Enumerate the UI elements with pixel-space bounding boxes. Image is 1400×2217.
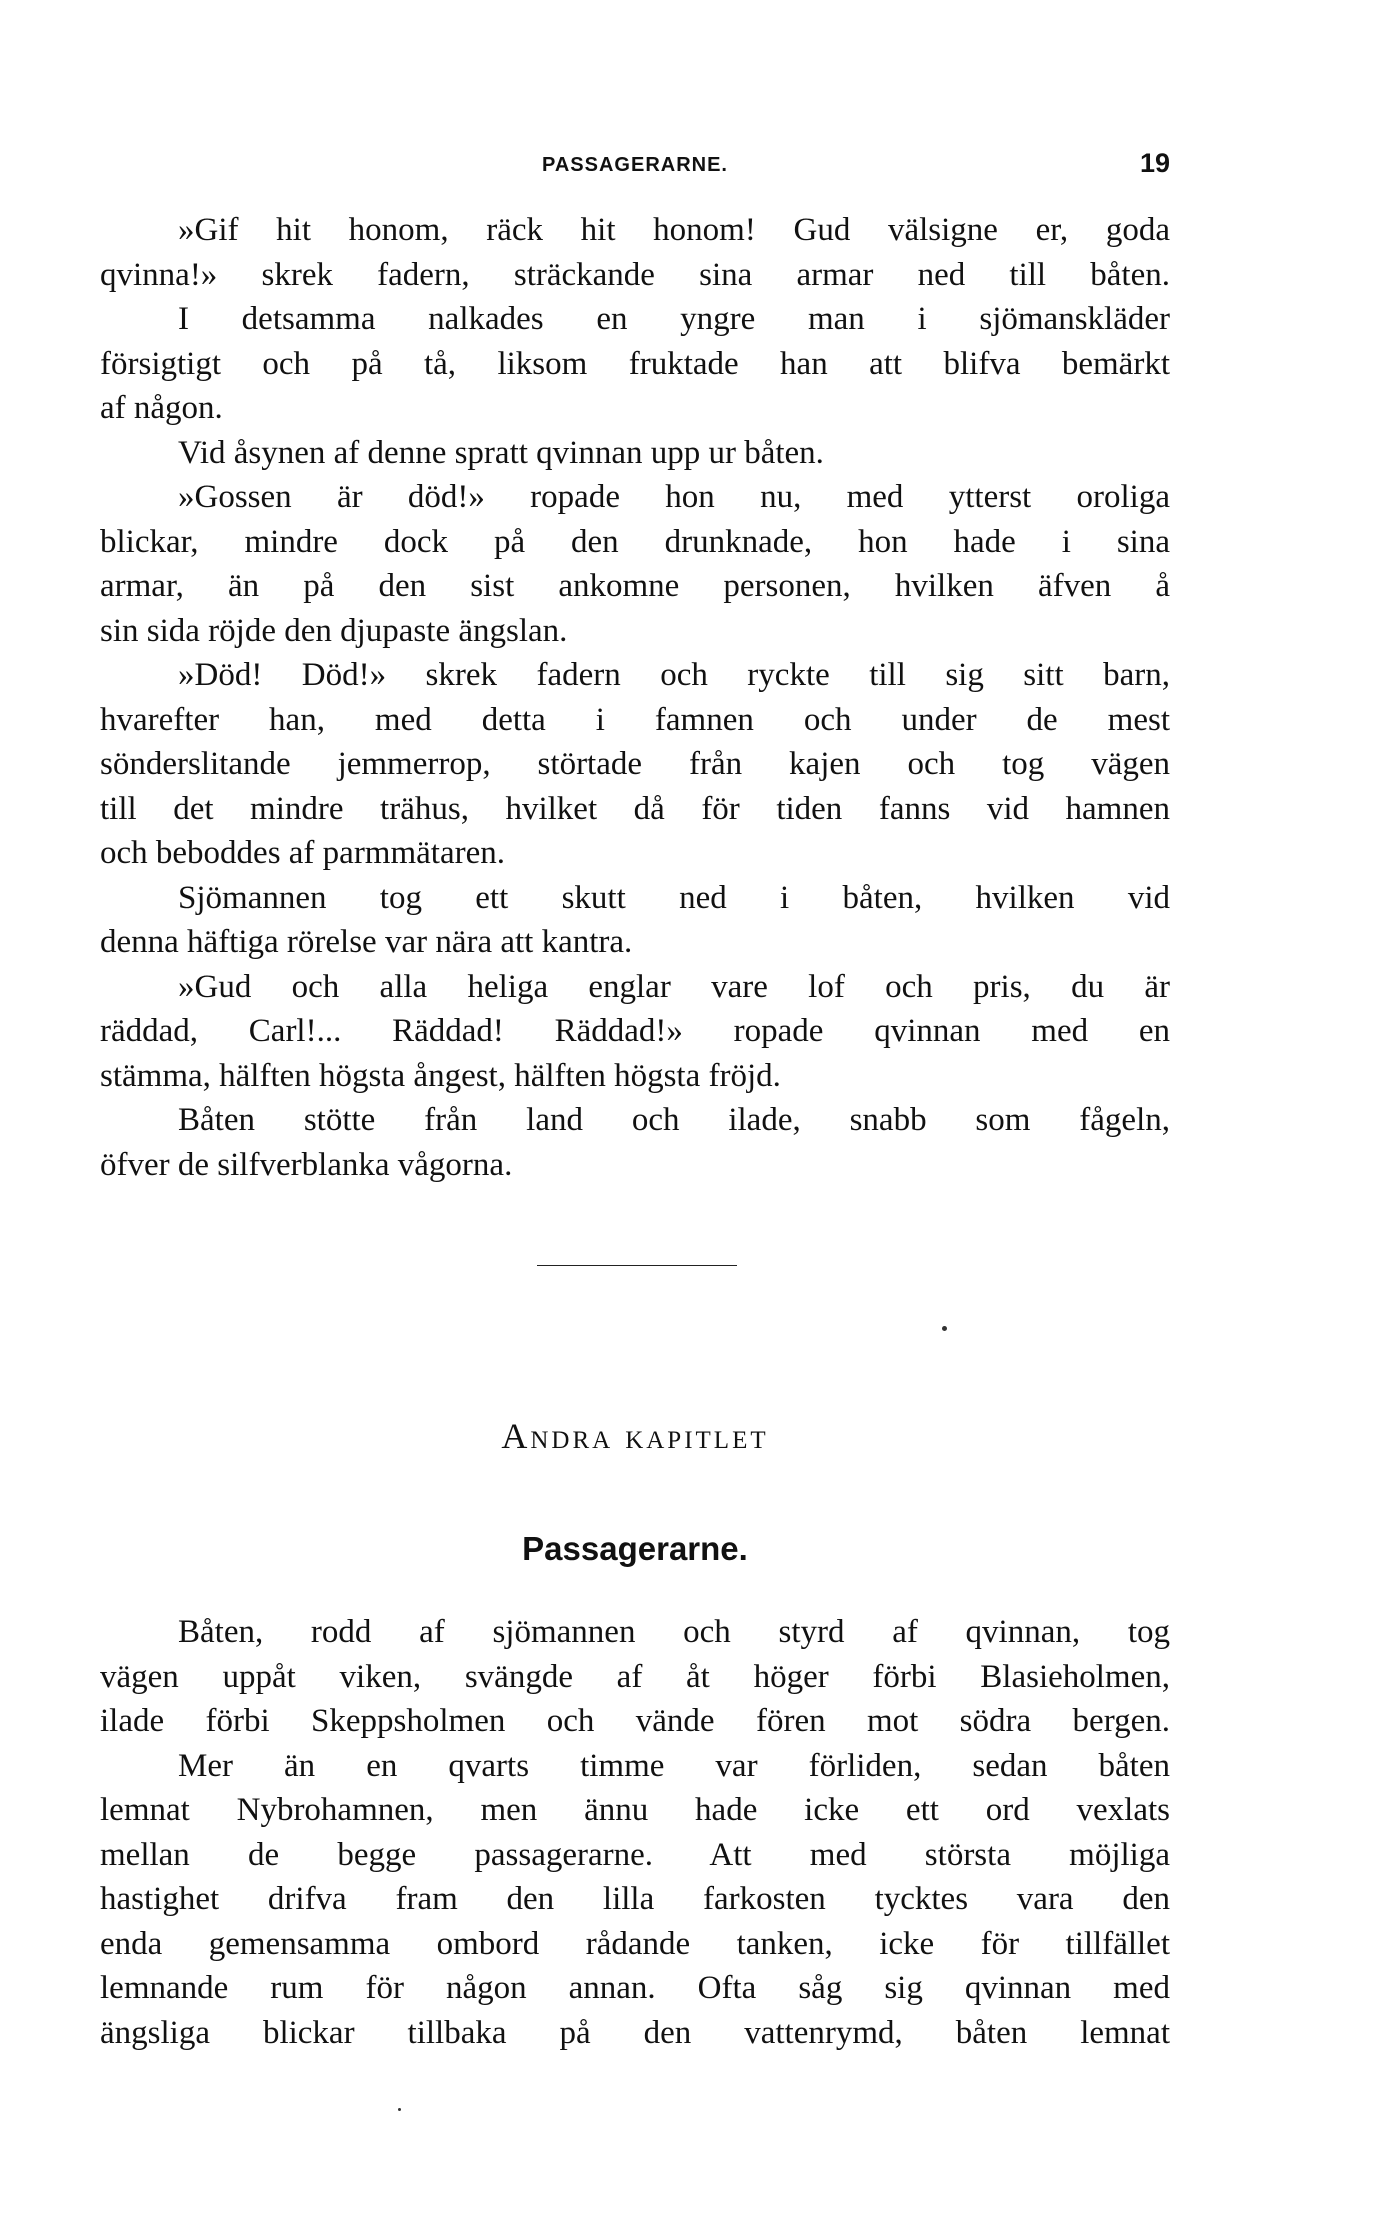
text-line: hvarefter han, med detta i famnen och under de mest: [100, 701, 1170, 738]
text-line: Vid åsynen af denne spratt qvinnan upp ur båten.: [178, 434, 824, 471]
text-line: sönderslitande jemmerrop, störtade från kajen och tog vägen: [100, 746, 1170, 782]
text-block-1: [100, 208, 1170, 1187]
page-number: 19: [1139, 148, 1170, 178]
running-title: PASSAGERARNE.: [542, 154, 728, 176]
text-line: öfver de silfverblanka vågorna.: [100, 1146, 513, 1183]
text-line: af någon.: [100, 390, 223, 426]
text-line: ängsliga blickar tillbaka på den vattenrymd, båten lemnat: [100, 2014, 1170, 2051]
text-line: »Gif hit honom, räck hit honom! Gud välsigne er, goda: [178, 212, 1170, 248]
ink-speck: [398, 2108, 401, 2111]
text-line: räddad, Carl!... Räddad! Räddad!» ropade qvinnan med en: [100, 1013, 1170, 1049]
text-line: »Gud och alla heliga englar vare lof och pris, du är: [178, 968, 1170, 1005]
text-line: vägen uppåt viken, svängde af åt höger förbi Blasieholmen,: [100, 1658, 1170, 1695]
text-block-2: [100, 1610, 1170, 2055]
text-line: ilade förbi Skeppsholmen och vände fören mot södra bergen.: [100, 1703, 1170, 1739]
text-line: armar, än på den sist ankomne personen, hvilken äfven å: [100, 568, 1170, 604]
text-line: lemnande rum för någon annan. Ofta såg sig qvinnan med: [100, 1970, 1170, 2006]
text-line: Båten, rodd af sjömannen och styrd af qvinnan, tog: [178, 1614, 1170, 1650]
text-line: blickar, mindre dock på den drunknade, hon hade i sina: [100, 523, 1170, 560]
text-line: sin sida röjde den djupaste ängslan.: [100, 612, 568, 649]
text-line: lemnat Nybrohamnen, men ännu hade icke ett ord vexlats: [100, 1792, 1170, 1828]
text-line: »Gossen är död!» ropade hon nu, med ytterst oroliga: [178, 479, 1170, 515]
text-line: Båten stötte från land och ilade, snabb som fågeln,: [178, 1102, 1170, 1138]
text-line: försigtigt och på tå, liksom fruktade han att blifva bemärkt: [100, 345, 1170, 382]
running-head: [100, 148, 1170, 188]
text-line: till det mindre trähus, hvilket då för tiden fanns vid hamnen: [100, 790, 1170, 827]
text-line: denna häftiga rörelse var nära att kantra.: [100, 924, 633, 960]
text-line: Sjömannen tog ett skutt ned i båten, hvilken vid: [178, 879, 1170, 916]
text-line: och beboddes af parmmätaren.: [100, 835, 505, 871]
chapter-title: Andra kapitlet: [501, 1416, 769, 1456]
text-line: Mer än en qvarts timme var förliden, sedan båten: [178, 1747, 1170, 1784]
text-line: I detsamma nalkades en yngre man i sjömanskläder: [178, 301, 1170, 337]
text-line: enda gemensamma ombord rådande tanken, icke för tillfället: [100, 1925, 1170, 1962]
text-line: hastighet drifva fram den lilla farkosten tycktes vara den: [100, 1881, 1170, 1917]
chapter-subtitle: Passagerarne.: [522, 1530, 748, 1567]
text-line: »Död! Död!» skrek fadern och ryckte till sig sitt barn,: [178, 657, 1170, 693]
ink-speck: [942, 1326, 947, 1331]
text-line: mellan de begge passagerarne. Att med största möjliga: [100, 1836, 1170, 1873]
text-line: stämma, hälften högsta ångest, hälften högsta fröjd.: [100, 1057, 781, 1094]
text-line: qvinna!» skrek fadern, sträckande sina armar ned till båten.: [100, 256, 1170, 293]
section-divider: [537, 1265, 737, 1266]
